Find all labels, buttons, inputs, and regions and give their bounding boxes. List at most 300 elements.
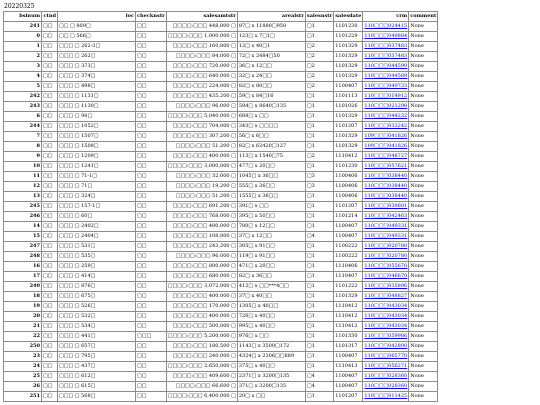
salesdate-cell: 1101230: [334, 162, 363, 172]
salesamtstr-cell: □□□□:□□□ 3,072,000 □: [166, 282, 237, 292]
row-index-cell: 8: [4, 142, 42, 152]
ctnd-cell: □□: [42, 192, 58, 202]
loc-cell: □□ □ 566□: [58, 32, 136, 42]
salesamtstr-cell: □□□□:□□□ 800,000 □: [166, 262, 237, 272]
salesnstr-cell: □1: [305, 312, 333, 322]
comment-cell: None: [409, 132, 438, 142]
arealstr-cell: 82□ x 62420□127: [237, 142, 305, 152]
salesnstr-cell: □4: [305, 232, 333, 242]
comment-cell: None: [409, 22, 438, 32]
table-row: [4, 182, 438, 192]
crm-link[interactable]: 110□□□056271: [363, 362, 409, 372]
row-index-cell: 17: [4, 272, 42, 282]
loc-cell: □□□ □ 374□: [58, 72, 136, 82]
table-row: [4, 152, 438, 162]
crm-link[interactable]: 109□□□041826: [363, 132, 409, 142]
crm-link[interactable]: 110□□□043034: [363, 322, 409, 332]
salesamtstr-cell: □□□□:□□□ 180,500 □: [166, 342, 237, 352]
salesamtstr-cell: □□□□:□□□ 3,000,000 □: [166, 162, 237, 172]
crm-link[interactable]: 110□□□059986: [363, 332, 409, 342]
loc-cell: □□□ □ 535□: [58, 252, 136, 262]
arealstr-cell: 56□ x 6□□: [237, 132, 305, 142]
salesnstr-cell: □1: [305, 122, 333, 132]
loc-cell: □□□ □ 615□: [58, 382, 136, 392]
loc-cell: □□□ □ 568□: [58, 392, 136, 402]
loc-cell: □□□ □ 414□: [58, 272, 136, 282]
crm-link[interactable]: 110□□□035896: [363, 282, 409, 292]
checknstr-cell: □□: [136, 362, 167, 372]
column-header-salesdate: salesdate: [334, 12, 363, 22]
salesamtstr-cell: □□□□:□□□ 66,600 □: [166, 382, 237, 392]
comment-cell: None: [409, 52, 438, 62]
arealstr-cell: 343□ x □□□□: [237, 122, 305, 132]
ctnd-cell: □□: [42, 232, 58, 242]
checknstr-cell: □□□: [136, 332, 167, 342]
salesdate-cell: 1100407: [334, 352, 363, 362]
checknstr-cell: □□: [136, 272, 167, 282]
salesnstr-cell: □1: [305, 202, 333, 212]
crm-link[interactable]: 110□□□020780: [363, 242, 409, 252]
loc-cell: □□□ □ 675□: [58, 292, 136, 302]
crm-link[interactable]: 110□□□021298: [363, 102, 409, 112]
crm-link[interactable]: 110□□□038440: [363, 192, 409, 202]
ctnd-cell: □□: [42, 162, 58, 172]
arealstr-cell: 412□ x □□***4□□: [237, 282, 305, 292]
table-row: [4, 202, 438, 212]
salesamtstr-cell: □□□□:□□□ 5,040,000 □: [166, 112, 237, 122]
table-row: [4, 362, 438, 372]
table-row: [4, 292, 438, 302]
table-row: [4, 262, 438, 272]
arealstr-cell: 2371□ x 3200□135: [237, 372, 305, 382]
salesdate-cell: 1100407: [334, 372, 363, 382]
salesdate-cell: 1110406: [334, 262, 363, 272]
checknstr-cell: □□: [136, 342, 167, 352]
table-row: [4, 312, 438, 322]
arealstr-cell: 726□ x 40□□: [237, 312, 305, 322]
salesdate-cell: 1101329: [334, 62, 363, 72]
ctnd-cell: □□: [42, 52, 58, 62]
table-row: [4, 242, 438, 252]
checknstr-cell: □□: [136, 282, 167, 292]
loc-cell: □□□ □ 657□: [58, 342, 136, 352]
comment-cell: None: [409, 172, 438, 182]
row-index-cell: 243: [4, 102, 42, 112]
ctnd-cell: □□: [42, 392, 58, 402]
salesdate-cell: 1101230: [334, 22, 363, 32]
ctnd-cell: □□: [42, 282, 58, 292]
checknstr-cell: □□: [136, 382, 167, 392]
ctnd-cell: □□: [42, 72, 58, 82]
salesdate-cell: 1100406: [334, 172, 363, 182]
comment-cell: None: [409, 222, 438, 232]
table-row: [4, 32, 438, 42]
table-row: [4, 92, 438, 102]
comment-cell: None: [409, 32, 438, 42]
checknstr-cell: □□: [136, 42, 167, 52]
arealstr-cell: 36□ x 12□□: [237, 62, 305, 72]
salesnstr-cell: □1: [305, 332, 333, 342]
checknstr-cell: □□: [136, 262, 167, 272]
row-index-cell: 9: [4, 152, 42, 162]
comment-cell: None: [409, 302, 438, 312]
checknstr-cell: □□: [136, 132, 167, 142]
salesamtstr-cell: □□□□:□□□ 1,000,000 □: [166, 32, 237, 42]
row-index-cell: 6: [4, 112, 42, 122]
ctnd-cell: □□: [42, 302, 58, 312]
loc-cell: □□□ □ 324□: [58, 192, 136, 202]
salesamtstr-cell: □□□□:□□□ 680,000 □: [166, 272, 237, 282]
crm-link[interactable]: 110□□□014912: [363, 92, 409, 102]
row-index-cell: 250: [4, 342, 42, 352]
salesnstr-cell: □2: [305, 82, 333, 92]
salesamtstr-cell: □□□□:□□□ 400,000 □: [166, 152, 237, 162]
ctnd-cell: □□: [42, 322, 58, 332]
salesdate-cell: 1100406: [334, 192, 363, 202]
arealstr-cell: 594□ x 8640□135: [237, 102, 305, 112]
table-row: [4, 392, 438, 402]
comment-cell: None: [409, 72, 438, 82]
salesamtstr-cell: □□□□:□□□ 170,000 □: [166, 302, 237, 312]
crm-link[interactable]: 110□□□043034: [363, 302, 409, 312]
comment-cell: None: [409, 332, 438, 342]
salesamtstr-cell: □□□□:□□□ 448,000 □: [166, 22, 237, 32]
loc-cell: □□□ □ 534□: [58, 322, 136, 332]
row-index-cell: 241: [4, 22, 42, 32]
loc-cell: □□□ □ 71□: [58, 182, 136, 192]
ctnd-cell: □□: [42, 32, 58, 42]
arealstr-cell: 688□ x □□: [237, 112, 305, 122]
crm-link[interactable]: 109□□□041826: [363, 142, 409, 152]
salesdate-cell: 1101330: [334, 332, 363, 342]
salesnstr-cell: □2: [305, 62, 333, 72]
crm-link[interactable]: 110□□□028360: [363, 372, 409, 382]
salesamtstr-cell: □□□□:□□□ 500,000 □: [166, 322, 237, 332]
salesamtstr-cell: □□□□:□□□ 19,200 □: [166, 182, 237, 192]
checknstr-cell: □□: [136, 212, 167, 222]
crm-link[interactable]: 110□□□055670: [363, 262, 409, 272]
comment-cell: None: [409, 282, 438, 292]
comment-cell: None: [409, 352, 438, 362]
row-index-cell: 12: [4, 182, 42, 192]
arealstr-cell: 72□ x 2484□50: [237, 52, 305, 62]
salesdate-cell: 1110413: [334, 362, 363, 372]
arealstr-cell: 1045□ x 36□□: [237, 172, 305, 182]
table-row: [4, 142, 438, 152]
ctnd-cell: □□: [42, 152, 58, 162]
comment-cell: None: [409, 102, 438, 112]
crm-link[interactable]: 110□□□024415: [363, 22, 409, 32]
row-index-cell: 19: [4, 302, 42, 312]
loc-cell: □□□ □ 1241□: [58, 162, 136, 172]
crm-link[interactable]: 110□□□028360: [363, 382, 409, 392]
salesamtstr-cell: □□□□:□□□ 307,200 □: [166, 132, 237, 142]
salesdate-cell: 1101026: [334, 102, 363, 112]
row-index-cell: 11: [4, 172, 42, 182]
table-row: [4, 252, 438, 262]
row-index-cell: 25: [4, 372, 42, 382]
arealstr-cell: 119□ x 91□□: [237, 252, 305, 262]
table-row: [4, 352, 438, 362]
checknstr-cell: □□: [136, 202, 167, 212]
checknstr-cell: □□: [136, 162, 167, 172]
crm-link[interactable]: 110□□□048827: [363, 292, 409, 302]
comment-cell: None: [409, 152, 438, 162]
comment-cell: None: [409, 142, 438, 152]
row-index-cell: 3: [4, 62, 42, 72]
ctnd-cell: □□: [42, 62, 58, 72]
crm-link[interactable]: 110□□□042463: [363, 212, 409, 222]
crm-link[interactable]: 110□□□043034: [363, 312, 409, 322]
salesnstr-cell: □2: [305, 52, 333, 62]
loc-cell: □□□ □ 441□: [58, 332, 136, 342]
crm-link[interactable]: 110□□□037483: [363, 42, 409, 52]
crm-link[interactable]: 110□□□038440: [363, 172, 409, 182]
salesdate-cell: 1101329: [334, 132, 363, 142]
salesamtstr-cell: □□□□:□□□ 6,400,000 □: [166, 392, 237, 402]
arealstr-cell: 375□ x 40□□: [237, 362, 305, 372]
comment-cell: None: [409, 382, 438, 392]
salesamtstr-cell: □□□□:□□□ 768,000 □: [166, 212, 237, 222]
row-index-cell: 242: [4, 92, 42, 102]
salesnstr-cell: □3: [305, 182, 333, 192]
salesdate-cell: 1110412: [334, 322, 363, 332]
comment-cell: None: [409, 82, 438, 92]
loc-cell: □□□ □ 498□: [58, 82, 136, 92]
table-row: [4, 382, 438, 392]
table-row: [4, 72, 438, 82]
salesamtstr-cell: □□□□:□□□ 96,000 □: [166, 252, 237, 262]
crm-link[interactable]: 110□□□049733: [363, 82, 409, 92]
checknstr-cell: □□: [136, 352, 167, 362]
salesnstr-cell: □4: [305, 372, 333, 382]
row-index-cell: 15: [4, 232, 42, 242]
salesdate-cell: 1101329: [334, 292, 363, 302]
loc-cell: □□□ □ 262-3□: [58, 42, 136, 52]
row-index-cell: 20: [4, 312, 42, 322]
arealstr-cell: 371□ x 3200□135: [237, 382, 305, 392]
salesamtstr-cell: □□□□:□□□ 435,200 □: [166, 92, 237, 102]
row-index-cell: 2: [4, 52, 42, 62]
comment-cell: None: [409, 322, 438, 332]
ctnd-cell: □□: [42, 122, 58, 132]
salesamtstr-cell: □□□□:□□□ 5,200,000 □: [166, 332, 237, 342]
salesnstr-cell: □4: [305, 382, 333, 392]
table-row: [4, 282, 438, 292]
ctnd-cell: □□: [42, 372, 58, 382]
checknstr-cell: □□: [136, 292, 167, 302]
loc-cell: □□□ □ 262□: [58, 52, 136, 62]
column-header-salesnstr: salesnstr: [305, 12, 333, 22]
ctnd-cell: □□: [42, 332, 58, 342]
salesnstr-cell: □1: [305, 302, 333, 312]
salesdate-cell: 1101329: [334, 42, 363, 52]
column-header-arealstr: arealstr: [237, 12, 305, 22]
arealstr-cell: 471□ x 20□□: [237, 262, 305, 272]
arealstr-cell: 87□ x 11880□950: [237, 22, 305, 32]
checknstr-cell: □□: [136, 312, 167, 322]
arealstr-cell: 113□ x 1540□75: [237, 152, 305, 162]
ctnd-cell: □□: [42, 212, 58, 222]
header-row: [4, 12, 438, 22]
crm-link[interactable]: 110□□□042800: [363, 342, 409, 352]
crm-link[interactable]: 110□□□049331: [363, 222, 409, 232]
ctnd-cell: □□: [42, 102, 58, 112]
checknstr-cell: □□: [136, 52, 167, 62]
salesamtstr-cell: □□□□:□□□ 400,000 □: [166, 312, 237, 322]
crm-link[interactable]: 110□□□048727: [363, 152, 409, 162]
ctnd-cell: □□: [42, 142, 58, 152]
crm-link[interactable]: 110□□□049331: [363, 232, 409, 242]
comment-cell: None: [409, 342, 438, 352]
crm-link[interactable]: 110□□□044232: [363, 112, 409, 122]
checknstr-cell: □□: [136, 322, 167, 332]
salesnstr-cell: □1: [305, 292, 333, 302]
column-header-ctnd: ctnd: [42, 12, 58, 22]
salesnstr-cell: □2: [305, 72, 333, 82]
column-header-salesamtstr: salesamtstr: [166, 12, 237, 22]
salesdate-cell: 1101207: [334, 122, 363, 132]
comment-cell: None: [409, 252, 438, 262]
crm-link[interactable]: 110□□□039601: [363, 202, 409, 212]
table-row: [4, 172, 438, 182]
crm-link[interactable]: 110□□□020780: [363, 252, 409, 262]
ctnd-cell: □□: [42, 182, 58, 192]
checknstr-cell: □□: [136, 72, 167, 82]
salesdate-cell: 1100407: [334, 222, 363, 232]
row-index-cell: 14: [4, 222, 42, 232]
salesamtstr-cell: □□□□:□□□ 704,000 □: [166, 122, 237, 132]
checknstr-cell: □□: [136, 22, 167, 32]
arealstr-cell: 305□ x 91□□: [237, 242, 305, 252]
salesdate-cell: 1101214: [334, 212, 363, 222]
salesnstr-cell: □1: [305, 142, 333, 152]
loc-cell: □□□ □ 373□: [58, 62, 136, 72]
arealstr-cell: 976□ x □□: [237, 332, 305, 342]
row-index-cell: 244: [4, 122, 42, 132]
salesnstr-cell: □3: [305, 172, 333, 182]
row-index-cell: 245: [4, 202, 42, 212]
date-line: 20220325: [4, 3, 35, 10]
ctnd-cell: □□: [42, 172, 58, 182]
salesdate-cell: 1110407: [334, 272, 363, 282]
ctnd-cell: □□: [42, 252, 58, 262]
table-row: [4, 52, 438, 62]
arealstr-cell: 12□ x 40□1: [237, 42, 305, 52]
crm-link[interactable]: 110□□□065770: [363, 352, 409, 362]
checknstr-cell: □□: [136, 112, 167, 122]
table-row: [4, 42, 438, 52]
checknstr-cell: □□: [136, 242, 167, 252]
row-index-cell: 1: [4, 42, 42, 52]
arealstr-cell: 37□ x 12□□: [237, 232, 305, 242]
checknstr-cell: □□: [136, 302, 167, 312]
salesamtstr-cell: □□□□:□□□ 2,650,000 □: [166, 362, 237, 372]
row-index-cell: 5: [4, 82, 42, 92]
row-index-cell: 249: [4, 282, 42, 292]
ctnd-cell: □□: [42, 342, 58, 352]
salesnstr-cell: □1: [305, 192, 333, 202]
crm-link[interactable]: 110□□□046670: [363, 272, 409, 282]
crm-link[interactable]: 110□□□049884: [363, 32, 409, 42]
salesdate-cell: 1100406: [334, 182, 363, 192]
ctnd-cell: □□: [42, 202, 58, 212]
table-row: [4, 22, 438, 32]
arealstr-cell: 20□ x □□: [237, 392, 305, 402]
salesnstr-cell: □2: [305, 42, 333, 52]
checknstr-cell: □□: [136, 172, 167, 182]
comment-cell: None: [409, 62, 438, 72]
checknstr-cell: □□: [136, 82, 167, 92]
salesdate-cell: 1101207: [334, 202, 363, 212]
salesamtstr-cell: □□□□:□□□ 640,000 □: [166, 72, 237, 82]
salesdate-cell: 1110412: [334, 302, 363, 312]
table-row: [4, 132, 438, 142]
loc-cell: □□□ □ 2404□: [58, 232, 136, 242]
checknstr-cell: □□: [136, 92, 167, 102]
loc-cell: □□ □ 809□: [58, 22, 136, 32]
row-index-cell: 4: [4, 72, 42, 82]
crm-link[interactable]: 110□□□011425: [363, 392, 409, 402]
loc-cell: □□□ □ 1052□: [58, 122, 136, 132]
loc-cell: □□□ □ 1130□: [58, 102, 136, 112]
salesdate-cell: 1101222: [334, 282, 363, 292]
crm-link[interactable]: 110□□□037483: [363, 52, 409, 62]
ctnd-cell: □□: [42, 22, 58, 32]
crm-link[interactable]: 110□□□044599: [363, 62, 409, 72]
checknstr-cell: □□: [136, 192, 167, 202]
arealstr-cell: 32□ x 24□□: [237, 72, 305, 82]
loc-cell: □□□ □ 876□: [58, 282, 136, 292]
ctnd-cell: □□: [42, 352, 58, 362]
comment-cell: None: [409, 122, 438, 132]
checknstr-cell: □□: [136, 252, 167, 262]
comment-cell: None: [409, 202, 438, 212]
checknstr-cell: □□: [136, 32, 167, 42]
arealstr-cell: 37□ x 40□□: [237, 292, 305, 302]
crm-link[interactable]: 110□□□044589: [363, 72, 409, 82]
row-index-cell: 18: [4, 292, 42, 302]
salesdate-cell: 1101317: [334, 342, 363, 352]
crm-link[interactable]: 110□□□038440: [363, 182, 409, 192]
salesamtstr-cell: □□□□:□□□ 84,000 □: [166, 52, 237, 62]
salesdate-cell: 1101207: [334, 392, 363, 402]
ctnd-cell: □□: [42, 42, 58, 52]
table-row: [4, 62, 438, 72]
loc-cell: □□□ □ 157-1□: [58, 202, 136, 212]
salesamtstr-cell: □□□□:□□□ 240,000 □: [166, 352, 237, 362]
crm-link[interactable]: 110□□□033242: [363, 122, 409, 132]
arealstr-cell: 82□ x 80□□: [237, 82, 305, 92]
comment-cell: None: [409, 312, 438, 322]
row-index-cell: 21: [4, 322, 42, 332]
crm-link[interactable]: 110□□□057621: [363, 162, 409, 172]
ctnd-cell: □□: [42, 362, 58, 372]
salesnstr-cell: □1: [305, 322, 333, 332]
salesnstr-cell: □2: [305, 152, 333, 162]
checknstr-cell: □□: [136, 142, 167, 152]
table-row: [4, 272, 438, 282]
salesnstr-cell: □1: [305, 212, 333, 222]
salesnstr-cell: □1: [305, 102, 333, 112]
column-header-loc: loc: [58, 12, 136, 22]
salesamtstr-cell: □□□□:□□□ 691,200 □: [166, 202, 237, 212]
salesdate-cell: 1100222: [334, 252, 363, 262]
row-index-cell: 248: [4, 252, 42, 262]
checknstr-cell: □□: [136, 372, 167, 382]
data-table: [3, 11, 438, 402]
loc-cell: □□□ □ 531□: [58, 242, 136, 252]
